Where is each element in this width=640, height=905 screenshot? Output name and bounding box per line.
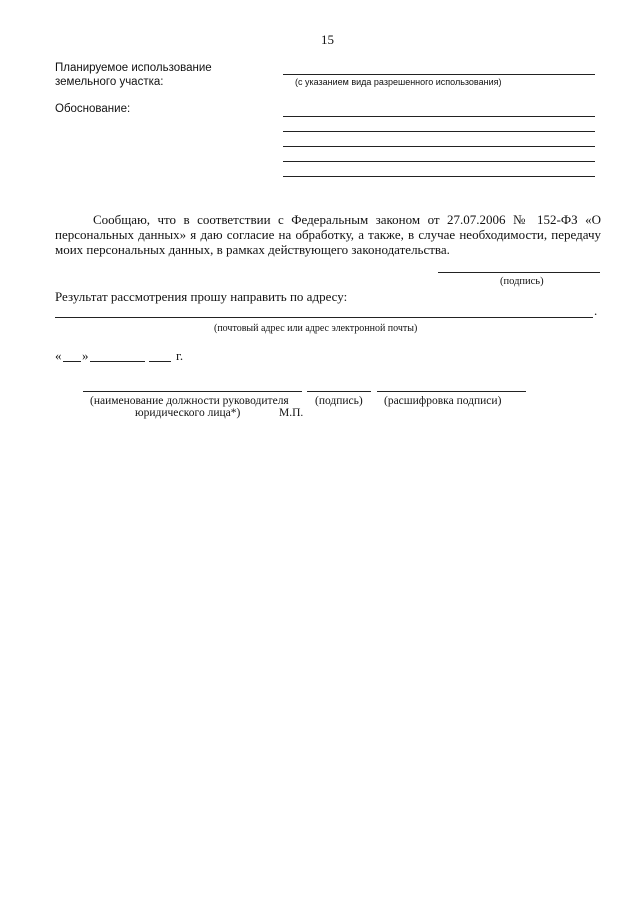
signature-decoding-line[interactable] <box>377 391 526 392</box>
justification-line-2[interactable] <box>283 131 595 132</box>
justification-line-3[interactable] <box>283 146 595 147</box>
consent-line-3: моих персональных данных, в рамках действующего законодательства. <box>55 242 450 257</box>
result-address-dot: . <box>594 303 598 318</box>
justification-label: Обоснование: <box>55 103 131 115</box>
consent-line-2: персональных данных» я даю согласие на обработку, а также, в случае необходимости, передачу <box>55 227 601 242</box>
consent-signature-hint: (подпись) <box>500 276 544 287</box>
result-address-line[interactable] <box>55 317 593 318</box>
date-year-line[interactable] <box>149 361 171 362</box>
land-use-label-line2: земельного участка: <box>55 76 164 88</box>
date-year-suffix: г. <box>176 348 184 363</box>
land-use-label-line1: Планируемое использование <box>55 62 212 74</box>
date-close-quote: » <box>82 348 89 363</box>
justification-line-1[interactable] <box>283 116 595 117</box>
position-hint-line2: юридического лица*) <box>135 407 241 419</box>
stamp-placeholder: М.П. <box>279 407 304 419</box>
position-hint-line1: (наименование должности руководителя <box>90 395 289 407</box>
footer-signature-hint: (подпись) <box>315 395 363 407</box>
position-line[interactable] <box>83 391 302 392</box>
justification-line-5[interactable] <box>283 176 595 177</box>
consent-line-1: Сообщаю, что в соответствии с Федеральным законом от 27.07.2006 № 152-ФЗ «О <box>93 212 601 227</box>
date-day-line[interactable] <box>63 361 81 362</box>
consent-paragraph <box>55 212 601 257</box>
date-open-quote: « <box>55 348 62 363</box>
page-number: 15 <box>321 32 334 47</box>
footer-signature-line[interactable] <box>307 391 371 392</box>
land-use-input-line[interactable] <box>283 74 595 75</box>
justification-line-4[interactable] <box>283 161 595 162</box>
land-use-hint: (с указанием вида разрешенного использования) <box>295 77 502 87</box>
signature-decoding-hint: (расшифровка подписи) <box>384 395 502 407</box>
date-month-line[interactable] <box>90 361 145 362</box>
result-address-hint: (почтовый адрес или адрес электронной почты) <box>214 323 418 334</box>
consent-signature-line[interactable] <box>438 272 600 273</box>
result-address-text: Результат рассмотрения прошу направить по адресу: <box>55 289 348 304</box>
land-use-label <box>55 61 212 89</box>
